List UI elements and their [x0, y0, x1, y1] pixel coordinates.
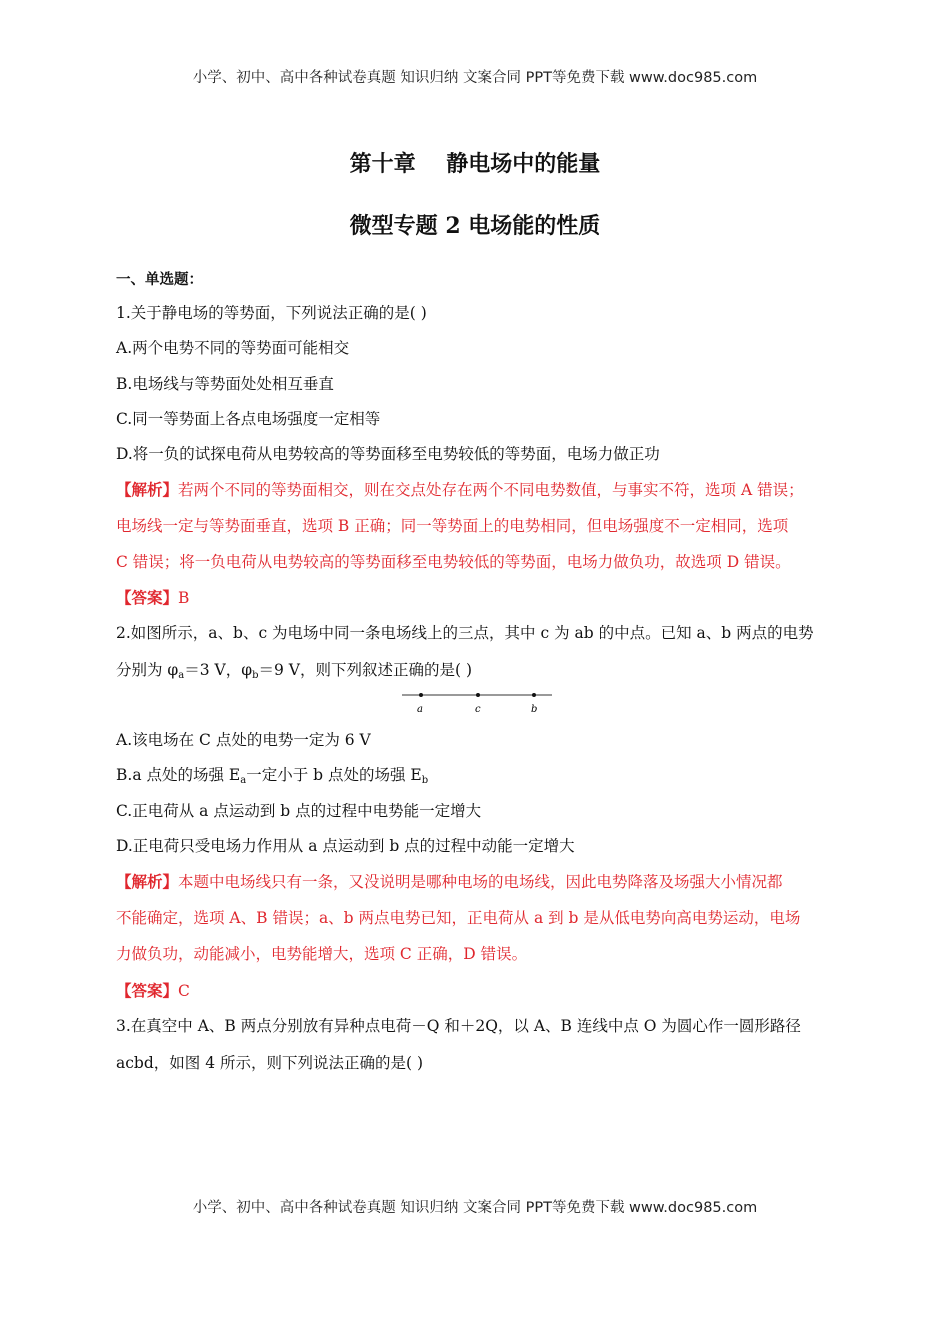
q2-ea-subscript: a [240, 775, 247, 786]
q2-option-a: A.该电场在 C 点处的电势一定为 6 V [116, 731, 371, 749]
q1-analysis-line-1 [116, 480, 804, 500]
q2-analysis-line-2: 不能确定，选项 A、B 错误；a、b 两点电势已知，正电荷从 a 到 b 是从低电势向高电势运动，电场 [116, 909, 801, 927]
q2-answer-value: C [178, 982, 190, 1000]
q1-analysis-line-3: C 错误；将一负电荷从电势较高的等势面移至电势较低的等势面，电场力做负功，故选项 D 错误。 [116, 553, 791, 571]
q2-answer [116, 981, 190, 1001]
page-footer: 小学、初中、高中各种试卷真题 知识归纳 文案合同 PPT等免费下载 www.doc985.com [192, 1200, 758, 1216]
q2-analysis-text-1: 本题中电场线只有一条，又没说明是哪种电场的电场线，因此电势降落及场强大小情况都 [178, 873, 783, 891]
point-a [419, 693, 423, 697]
q2-stem-part-3: ＝9 V，则下列叙述正确的是( ) [258, 661, 473, 679]
q1-analysis-label: 【解析】 [116, 480, 179, 499]
q2-phi-a-subscript: a [178, 670, 185, 681]
q2-stem-line-1: 2.如图所示，a、b、c 为电场中同一条电场线上的三点，其中 c 为 ab 的中点。已知 a、b 两点的电势 [116, 624, 814, 642]
q2-option-d: D.正电荷只受电场力作用从 a 点运动到 b 点的过程中动能一定增大 [116, 837, 575, 855]
section-heading: 一、单选题： [116, 272, 203, 288]
label-a: a [417, 704, 423, 714]
q2-stem-part-2: ＝3 V，φ [184, 661, 253, 679]
q1-stem: 1.关于静电场的等势面，下列说法正确的是( ) [116, 304, 427, 322]
label-c: c [475, 704, 481, 714]
chapter-title: 第十章 静电场中的能量 [349, 151, 601, 177]
q1-answer-label: 【答案】 [116, 588, 179, 607]
label-b: b [531, 704, 538, 714]
q2-phi-b-subscript: b [252, 670, 259, 681]
q3-stem-line-2: acbd，如图 4 所示，则下列说法正确的是( ) [116, 1054, 424, 1072]
q1-answer [116, 588, 189, 608]
q2-eb-subscript: b [421, 775, 429, 786]
q1-option-b: B.电场线与等势面处处相互垂直 [116, 375, 334, 393]
q2-analysis-line-3: 力做负功，动能减小，电势能增大，选项 C 正确，D 错误。 [116, 945, 528, 963]
q2-stem-part-1: 分别为 φ [116, 661, 179, 679]
point-c [476, 693, 480, 697]
q2-analysis-line-1 [116, 872, 783, 892]
q2-option-c: C.正电荷从 a 点运动到 b 点的过程中电势能一定增大 [116, 802, 482, 820]
q2-analysis-label: 【解析】 [116, 872, 179, 891]
q1-option-d: D.将一负的试探电荷从电势较高的等势面移至电势较低的等势面，电场力做正功 [116, 445, 660, 463]
q1-analysis-text-1: 若两个不同的等势面相交，则在交点处存在两个不同电势数值，与事实不符，选项 A 错误； [178, 481, 804, 499]
page-header: 小学、初中、高中各种试卷真题 知识归纳 文案合同 PPT等免费下载 www.doc985.com [192, 70, 758, 86]
field-line-figure [402, 688, 552, 714]
q3-stem-line-1: 3.在真空中 A、B 两点分别放有异种点电荷－Q 和＋2Q，以 A、B 连线中点 O 为圆心作一圆形路径 [116, 1017, 801, 1035]
q2-answer-label: 【答案】 [116, 981, 179, 1000]
q2-option-b [116, 765, 428, 785]
q1-analysis-line-2: 电场线一定与等势面垂直，选项 B 正确；同一等势面上的电势相同，但电场强度不一定相同，选项 [116, 517, 789, 535]
q1-option-a: A.两个电势不同的等势面可能相交 [116, 339, 350, 357]
q1-answer-value: B [178, 589, 190, 607]
q2-option-b-part-1: B.a 点处的场强 E [116, 766, 241, 784]
q2-stem-line-2 [116, 660, 472, 680]
topic-title: 微型专题 2 电场能的性质 [349, 213, 601, 239]
q1-option-c: C.同一等势面上各点电场强度一定相等 [116, 410, 381, 428]
point-b [532, 693, 536, 697]
q2-option-b-part-2: 一定小于 b 点处的场强 E [246, 766, 422, 784]
